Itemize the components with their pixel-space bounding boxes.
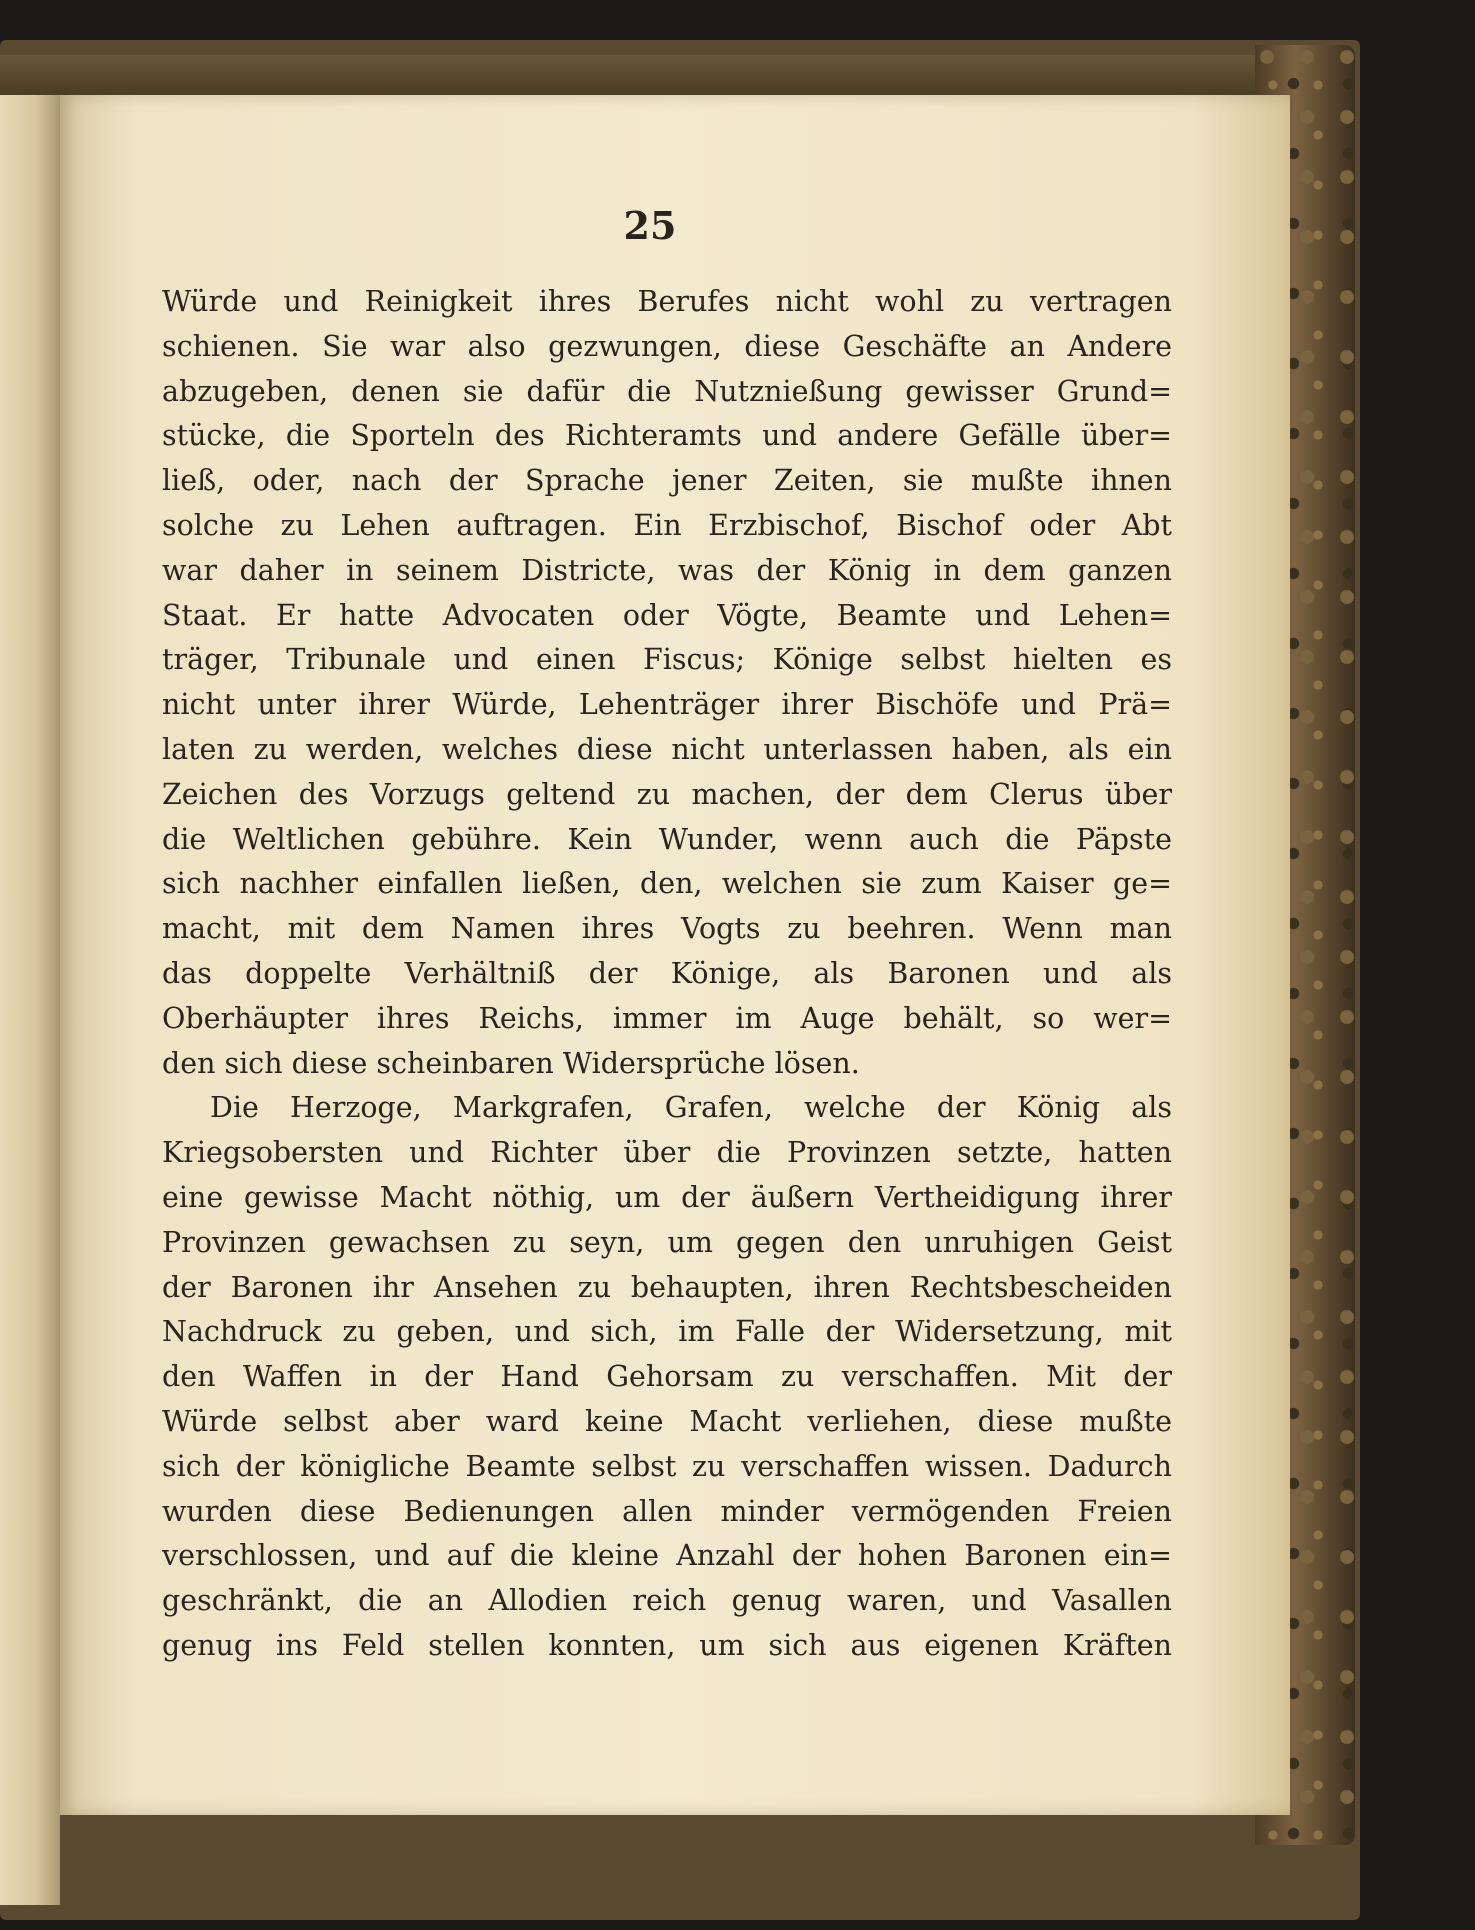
text-line: ließ, oder, nach der Sprache jener Zeiten, sie mußte ihnen — [162, 464, 1172, 498]
text-line: das doppelte Verhältniß der Könige, als Baronen und als — [162, 956, 1172, 990]
text-line: die Weltlichen gebühre. Kein Wunder, wenn auch die Päpste — [162, 822, 1172, 856]
text-line: sich der königliche Beamte selbst zu verschaffen wissen. Dadurch — [162, 1449, 1172, 1483]
text-line: solche zu Lehen auftragen. Ein Erzbischof, Bischof oder Abt — [162, 508, 1172, 542]
text-line: träger, Tribunale und einen Fiscus; Könige selbst hielten es — [162, 643, 1172, 677]
text-line: war daher in seinem Districte, was der König in dem ganzen — [162, 553, 1172, 587]
text-line: geschränkt, die an Allodien reich genug waren, und Vasallen — [162, 1584, 1172, 1618]
text-line: Die Herzoge, Markgrafen, Grafen, welche der König als — [210, 1091, 1172, 1125]
text-line: wurden diese Bedienungen allen minder vermögenden Freien — [162, 1494, 1172, 1528]
text-line: den sich diese scheinbaren Widersprüche lösen. — [162, 1046, 860, 1080]
text-line: abzugeben, denen sie dafür die Nutznießung gewisser Grund= — [162, 374, 1172, 408]
page-number: 25 — [623, 203, 677, 248]
text-line: Zeichen des Vorzugs geltend zu machen, der dem Clerus über — [162, 777, 1172, 811]
text-line: Kriegsobersten und Richter über die Provinzen setzte, hatten — [162, 1136, 1172, 1170]
text-line: macht, mit dem Namen ihres Vogts zu beehren. Wenn man — [162, 912, 1172, 946]
text-line: schienen. Sie war also gezwungen, diese Geschäfte an Andere — [162, 329, 1172, 363]
book-page — [60, 95, 1290, 1815]
text-line: laten zu werden, welches diese nicht unterlassen haben, als ein — [162, 732, 1172, 766]
text-line: nicht unter ihrer Würde, Lehenträger ihrer Bischöfe und Prä= — [162, 688, 1172, 722]
left-page-edge — [0, 95, 60, 1905]
text-line: Provinzen gewachsen zu seyn, um gegen den unruhigen Geist — [162, 1225, 1172, 1259]
text-line: verschlossen, und auf die kleine Anzahl der hohen Baronen ein= — [162, 1539, 1172, 1573]
text-line: Würde selbst aber ward keine Macht verliehen, diese mußte — [162, 1404, 1172, 1438]
text-line: genug ins Feld stellen konnten, um sich aus eigenen Kräften — [162, 1628, 1172, 1662]
text-line: stücke, die Sporteln des Richteramts und andere Gefälle über= — [162, 419, 1172, 453]
text-line: der Baronen ihr Ansehen zu behaupten, ihren Rechtsbescheiden — [162, 1270, 1172, 1304]
page-text — [162, 280, 1172, 1669]
text-line: Staat. Er hatte Advocaten oder Vögte, Beamte und Lehen= — [162, 598, 1172, 632]
text-line: Oberhäupter ihres Reichs, immer im Auge behält, so wer= — [162, 1001, 1172, 1035]
text-line: Nachdruck zu geben, und sich, im Falle der Widersetzung, mit — [162, 1315, 1172, 1349]
text-line: eine gewisse Macht nöthig, um der äußern Vertheidigung ihrer — [162, 1180, 1172, 1214]
text-line: Würde und Reinigkeit ihres Berufes nicht wohl zu vertragen — [162, 285, 1172, 318]
text-line: sich nachher einfallen ließen, den, welchen sie zum Kaiser ge= — [162, 867, 1172, 901]
text-line: den Waffen in der Hand Gehorsam zu verschaffen. Mit der — [162, 1360, 1172, 1394]
